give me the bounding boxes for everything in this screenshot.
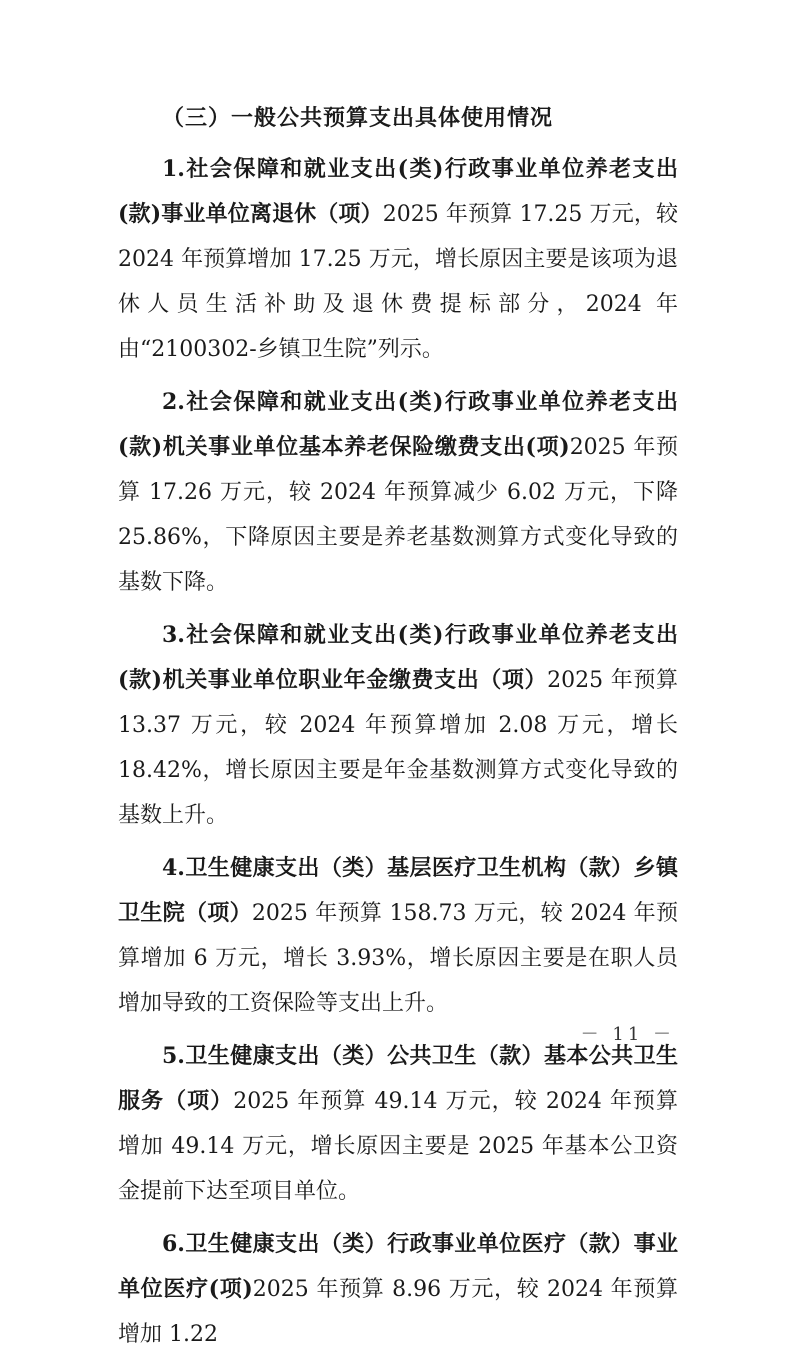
item-body: 2025 年预算 17.25 万元，较 2024 年预算增加 17.25 万元，增长原因主要是该项为退休人员生活补助及退休费提标部分，2024 年由“2100302-乡镇卫生院”列示。 <box>118 202 679 362</box>
paragraph-item-3 <box>118 613 678 838</box>
item-title: 2.社会保障和就业支出(类)行政事业单位养老支出(款)机关事业单位基本养老保险缴费支出(项) <box>118 389 678 460</box>
item-body: 2025 年预算 13.37 万元，较 2024 年预算增加 2.08 万元，增长 18.42%，增长原因主要是年金基数测算方式变化导致的基数上升。 <box>118 668 679 828</box>
section-heading: （三）一般公共预算支出具体使用情况 <box>162 105 554 131</box>
item-title: 4.卫生健康支出（类）基层医疗卫生机构（款）乡镇卫生院（项） <box>118 855 678 926</box>
item-title: 1.社会保障和就业支出(类)行政事业单位养老支出(款)事业单位离退休（项） <box>118 156 678 227</box>
item-body: 2025 年预算 8.96 万元，较 2024 年预算增加 1.22 <box>118 1277 678 1347</box>
item-title: 5.卫生健康支出（类）公共卫生（款）基本公共卫生服务（项） <box>118 1043 678 1114</box>
paragraph-item-5 <box>118 1034 678 1214</box>
item-title: 6.卫生健康支出（类）行政事业单位医疗（款）事业单位医疗(项) <box>118 1231 678 1302</box>
item-body: 2025 年预算 49.14 万元，较 2024 年预算增加 49.14 万元，增长原因主要是 2025 年基本公卫资金提前下达至项目单位。 <box>118 1089 678 1204</box>
paragraph-item-2 <box>118 380 678 605</box>
item-body: 2025 年预算 158.73 万元，较 2024 年预算增加 6 万元，增长 3.93%，增长原因主要是在职人员增加导致的工资保险等支出上升。 <box>118 901 678 1016</box>
paragraph-item-6 <box>118 1222 678 1357</box>
item-body: 2025 年预算 17.26 万元，较 2024 年预算减少 6.02 万元，下降 25.86%，下降原因主要是养老基数测算方式变化导致的基数下降。 <box>118 435 679 595</box>
item-title: 3.社会保障和就业支出(类)行政事业单位养老支出(款)机关事业单位职业年金缴费支出（项） <box>118 622 678 693</box>
paragraph-item-1 <box>118 147 678 372</box>
paragraph-item-4 <box>118 846 678 1026</box>
page-number: － 11 － <box>580 1024 675 1045</box>
document-page <box>118 96 678 1365</box>
